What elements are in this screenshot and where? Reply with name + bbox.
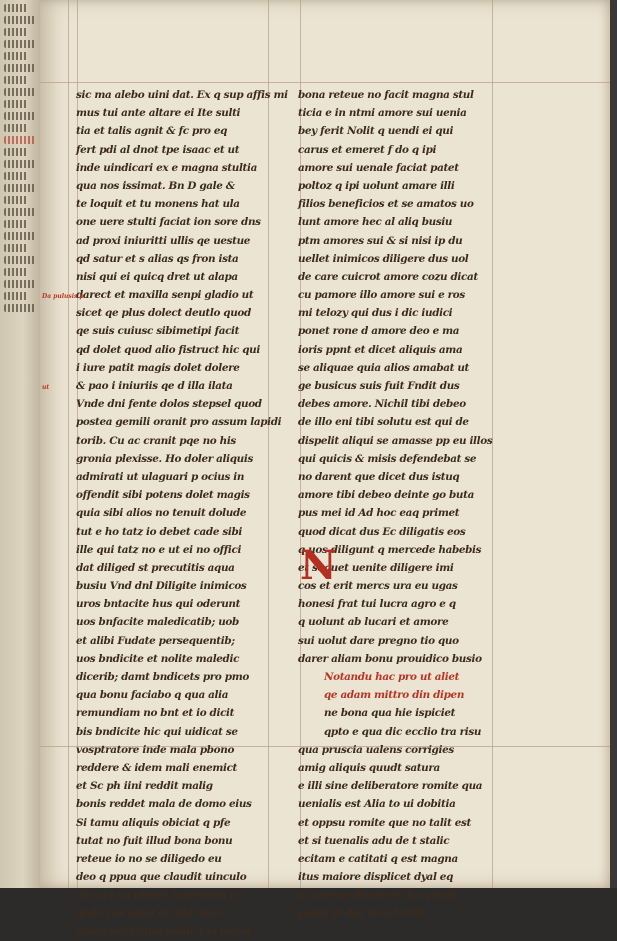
text-line: quod dicat dus Ec diligatis eos bbox=[298, 525, 466, 538]
facing-page-line bbox=[4, 244, 28, 252]
facing-page-line bbox=[4, 160, 35, 168]
text-line: sic ma alebo uini dat. Ex q sup affis mi bbox=[76, 89, 288, 101]
facing-page-line bbox=[4, 88, 35, 96]
text-line: amore tibi debeo deinte go buta bbox=[298, 489, 474, 502]
text-line: at maiore displicet dya pmitt bbox=[298, 889, 457, 902]
text-line: de illo eni tibi solutu est qui de bbox=[298, 416, 469, 429]
text-line: bonis reddet mala de domo eius bbox=[76, 798, 252, 811]
decorated-initial: N bbox=[300, 542, 337, 589]
text-line: ille qui tatz no e ut ei no offici bbox=[76, 543, 242, 556]
text-line: darer aliam bonu prouidico busio bbox=[298, 652, 482, 665]
text-line: postea gemili oranit pro assum lapidi bbox=[76, 416, 282, 429]
text-line: qua pruscia ualens corrigies bbox=[298, 743, 454, 756]
facing-page-line bbox=[4, 124, 28, 132]
text-line: qedo cos amat ab illo uaq e bbox=[76, 907, 226, 920]
text-line: admirati ut ulaguari p ocius in bbox=[76, 470, 245, 483]
facing-page-line bbox=[4, 112, 35, 120]
text-line: ad proxi iniuritti ullis qe uestue bbox=[76, 234, 251, 247]
text-line: vosptratore inde mala pbono bbox=[76, 743, 235, 756]
text-line: tutat no fuit illud bona bonu bbox=[76, 834, 233, 847]
text-line: q uos diligunt q mercede habebis bbox=[298, 543, 482, 556]
text-line: offendit sibi potens dolet magis bbox=[76, 489, 250, 502]
text-line: tia et talis agnit & fc pro eq bbox=[76, 125, 228, 138]
text-line: & pao i iniuriis qe d illa ilata bbox=[76, 380, 233, 392]
text-line: qua nos issimat. Bn D gale & bbox=[76, 179, 235, 192]
manuscript-page bbox=[40, 0, 610, 938]
margin-note: Da pulusis p bbox=[42, 293, 84, 300]
text-line: cu pamore illo amore sui e ros bbox=[298, 289, 465, 302]
text-line: bona reteue no facit magna stul bbox=[298, 89, 474, 101]
text-line: ecitam e catitati q est magna bbox=[298, 852, 458, 865]
text-line: busiu Vnd dnl Diligite inimicos bbox=[76, 580, 247, 593]
facing-page-line bbox=[4, 4, 28, 12]
text-line: i iure patit magis dolet dolere bbox=[76, 361, 240, 374]
text-line: qui quicis & misis defendebat se bbox=[298, 452, 477, 465]
facing-page-line bbox=[4, 76, 28, 84]
facing-page-line bbox=[4, 28, 28, 36]
text-line: pobis gt dur Non tirrat bbox=[298, 907, 424, 920]
text-line: e illi sine deliberatore romite qua bbox=[298, 780, 483, 793]
text-line: alicuiq no phibet ingredieti pu bbox=[76, 889, 244, 902]
text-line: one uere stulti faciat ion sore dns bbox=[76, 216, 261, 229]
text-line: uenialis est Alia to ui dobitia bbox=[298, 798, 456, 811]
text-line: ioris ppnt et dicet aliquis ama bbox=[298, 343, 463, 356]
facing-page-line bbox=[4, 220, 28, 228]
text-line: Notandu hac pro ut aliet bbox=[324, 671, 460, 683]
facing-page-line bbox=[4, 232, 35, 240]
facing-page-edge bbox=[0, 0, 42, 888]
text-line: tut e ho tatz io debet cade sibi bbox=[76, 525, 242, 538]
text-line: ge busicus suis fuit Fndit dus bbox=[298, 380, 460, 392]
text-line: darect et maxilla senpi gladio ut bbox=[76, 289, 254, 302]
text-line: honesi frat tui lucra agro e q bbox=[298, 598, 456, 611]
text-line: ponet rone d amore deo e ma bbox=[298, 325, 460, 338]
text-line: se aliquae quia alios amabat ut bbox=[298, 361, 470, 374]
text-line: qe adam mittro din dipen bbox=[324, 689, 465, 702]
text-line: mi telozy qui dus i dic iudici bbox=[298, 307, 453, 320]
facing-page-line bbox=[4, 268, 28, 276]
text-line: carus et emeret f do q ipi bbox=[298, 143, 437, 156]
facing-page-line bbox=[4, 256, 35, 264]
text-line: bey ferit Nolit q uendi ei qui bbox=[298, 125, 454, 138]
facing-page-line bbox=[4, 64, 35, 72]
text-line: Si tamu aliquis obiciat q pfe bbox=[76, 816, 231, 829]
text-line: de care cuicrot amore cozu dicat bbox=[298, 270, 478, 283]
text-line: deo q ppua que claudit uinculo bbox=[76, 871, 247, 884]
text-line: inde uindicari ex e magna stultia bbox=[76, 161, 257, 174]
facing-page-line bbox=[4, 280, 35, 288]
text-line: uos bndicite et nolite maledic bbox=[76, 652, 240, 665]
text-line: torib. Cu ac cranit pqe no his bbox=[76, 434, 236, 447]
facing-page-line bbox=[4, 136, 35, 144]
text-line: et si tuenalis adu de t stalic bbox=[298, 834, 450, 847]
text-line: cos et erit mercs ura eu ugas bbox=[298, 580, 458, 593]
text-line: reddere & idem mali enemict bbox=[76, 761, 237, 774]
text-line: et Sc ph iini reddit malig bbox=[76, 780, 213, 793]
text-line: nisi qui ei quicq dret ut alapa bbox=[76, 270, 238, 283]
text-line: sui uolut dare pregno tio quo bbox=[298, 634, 459, 647]
text-line: ptm amores sui & si nisi ip du bbox=[298, 234, 463, 247]
facing-page-line bbox=[4, 16, 35, 24]
facing-page-line bbox=[4, 304, 35, 312]
text-line: fert pdi al dnot tpe isaac et ut bbox=[76, 143, 240, 156]
text-line: qpto e qua dic ecclio tra risu bbox=[324, 725, 482, 738]
ruling-vertical-left-outer bbox=[68, 0, 69, 888]
ruling-horizontal-top bbox=[40, 82, 610, 83]
facing-page-line bbox=[4, 148, 28, 156]
text-line: uellet inimicos diligere dus uol bbox=[298, 252, 469, 265]
text-line: qua bonu faciabo q qua alia bbox=[76, 689, 229, 702]
text-line: lunt amore hec al aliq busiu bbox=[298, 216, 453, 229]
facing-page-line bbox=[4, 184, 35, 192]
text-line: te loquit et tu monens hat ula bbox=[76, 198, 240, 211]
text-line: filios beneficios et se amatos uo bbox=[298, 198, 474, 211]
facing-page-line bbox=[4, 172, 28, 180]
text-line: no darent que dicet dus istuq bbox=[298, 470, 460, 483]
text-line: debes amore. Nichil tibi debeo bbox=[298, 398, 466, 411]
text-line: qd satur et s alias qs fron ista bbox=[76, 252, 239, 265]
text-column-right bbox=[298, 86, 508, 923]
facing-page-line bbox=[4, 100, 28, 108]
text-line: et alibi Fudate persequentib; bbox=[76, 634, 235, 647]
text-line: amig aliquis quudt satura bbox=[298, 761, 440, 774]
text-line: qd dolet quod alio fistruct hic qui bbox=[76, 343, 260, 356]
text-line: Vnde dni fente dolos stepsel quod bbox=[76, 398, 262, 411]
text-line: uros bntacite hus qui oderunt bbox=[76, 598, 241, 611]
text-line: et sequet uenite diligere imi bbox=[298, 561, 454, 574]
facing-page-line bbox=[4, 196, 28, 204]
facing-page-line bbox=[4, 208, 35, 216]
text-line: reteue io no se diligedo eu bbox=[76, 852, 222, 865]
text-line: dispelit aliqui se amasse pp eu illos bbox=[298, 434, 493, 447]
facing-page-line bbox=[4, 292, 28, 300]
text-line: dat diliged st precutitis aqua bbox=[76, 561, 235, 574]
text-line: quia sibi alios no tenuit dolude bbox=[76, 507, 247, 520]
text-line: itus maiore displicet dyal eq bbox=[298, 871, 453, 884]
text-column-left bbox=[42, 86, 288, 941]
text-line: et oppsu romite que no talit est bbox=[298, 816, 471, 829]
page-edge-right bbox=[610, 0, 617, 888]
text-line: sicet qe plus dolect deutlo quod bbox=[76, 307, 251, 320]
text-line: uinea licet illud bonu q ei faciat bbox=[76, 925, 251, 938]
facing-page-line bbox=[4, 40, 35, 48]
text-line: qe suis cuiusc sibimetipi facit bbox=[76, 325, 240, 338]
text-line: mus tui ante altare ei Ite sulti bbox=[76, 107, 241, 120]
text-line: bis bndicite hic qui uidicat se bbox=[76, 725, 238, 738]
text-line: dicerib; damt bndicets pro pmo bbox=[76, 671, 249, 683]
text-line: remundiam no bnt et io dicit bbox=[76, 707, 235, 720]
text-line: gronia plexisse. Ho doler aliquis bbox=[76, 452, 253, 465]
margin-note: ut bbox=[42, 384, 50, 391]
text-line: q uolunt ab lucari et amore bbox=[298, 616, 449, 629]
text-line: ne bona qua hie ispiciet bbox=[324, 707, 456, 720]
text-line: amore sui uenale faciat patet bbox=[298, 161, 459, 174]
text-line: pus mei id Ad hoc eaq primet bbox=[298, 507, 460, 520]
text-line: ticia e in ntmi amore sui uenia bbox=[298, 107, 467, 120]
text-line: poltoz q ipi uolunt amare illi bbox=[298, 179, 455, 192]
facing-page-line bbox=[4, 52, 28, 60]
text-line: uos bnfacite maledicatib; uob bbox=[76, 616, 239, 629]
